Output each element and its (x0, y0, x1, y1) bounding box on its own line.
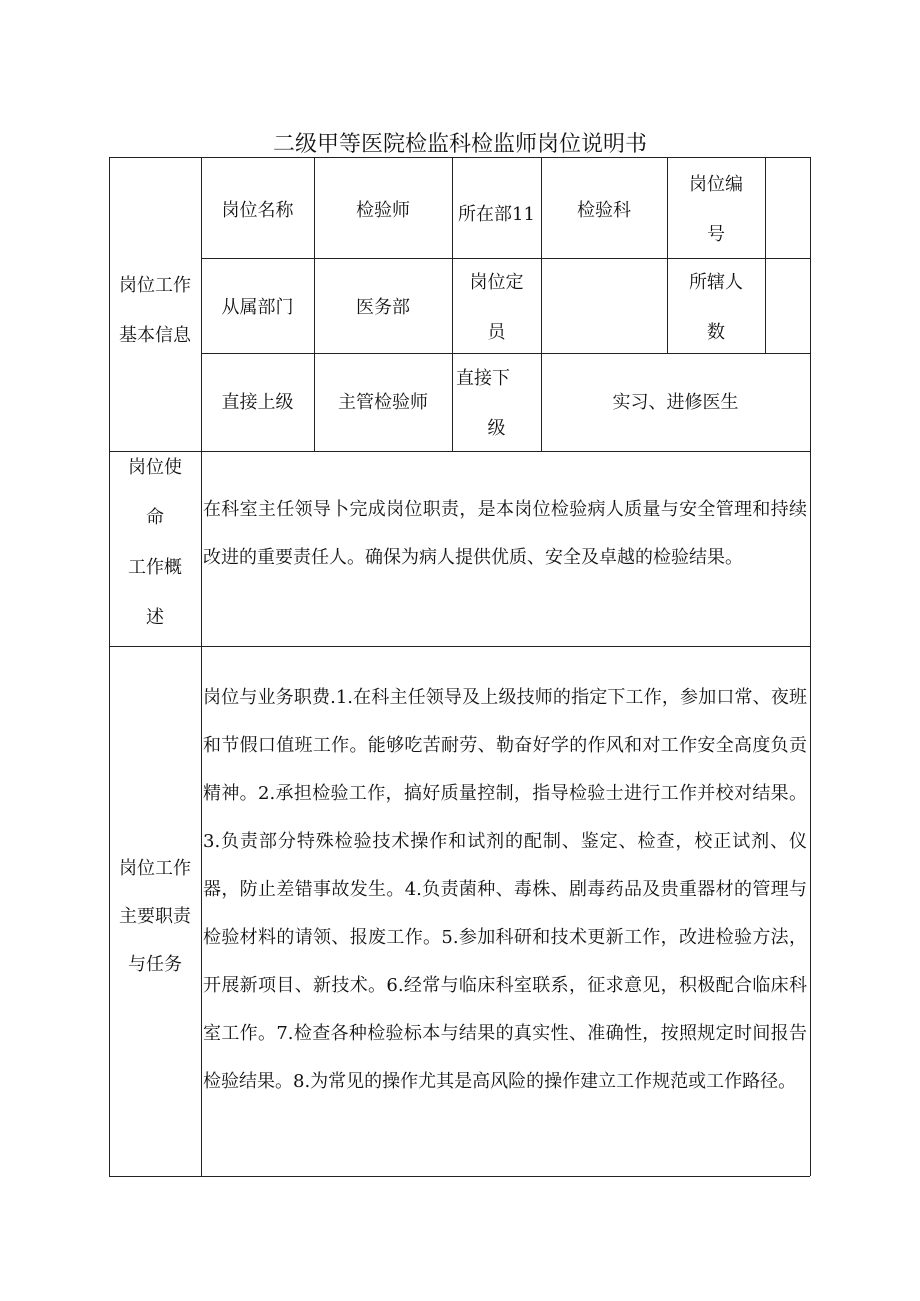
subordinate-label-line-2: 级 (487, 418, 506, 439)
superior-label: 直接上级 (221, 392, 294, 413)
table-border-right (810, 157, 811, 1176)
mission-label-line-3: 工作概 (128, 557, 182, 578)
table-border-bottom (109, 1176, 810, 1177)
row-divider (109, 646, 810, 647)
quota-label-line-1: 岗位定 (469, 272, 524, 293)
table-border-top (109, 157, 810, 158)
dept-label: 所在部11 (458, 204, 535, 225)
affiliated-dept-value: 医务部 (356, 297, 410, 318)
mission-label-line-4: 述 (146, 607, 164, 628)
duties-label-line-2: 主要职责 (119, 906, 191, 927)
affiliated-dept-label: 从属部门 (221, 297, 294, 318)
post-name-value: 检验师 (356, 200, 410, 221)
staff-count-label (667, 258, 765, 358)
duties-text: 岗位与业务职费.1.在科主任领导及上级技师的指定下工作，参加口常、夜班和节假口值班工作。能够吃苦耐劳、勒奋好学的作风和对工作安全高度负贡精神。2.承担检验工作，搞好质量控制，指导检验士进行工作并校对结果。3.负责部分特殊检验技术操作和试剂的配制、鉴定、检查，校正试剂、仪器，防止差错事故发生。4.负责菌种、毒株、剧毒药品及贵重器材的管理与检验材料的请领、报废工作。5.参加科研和技术更新工作，改进检验方法，开展新项目、新技术。6.经常与临床科室联系，征求意见，积极配合临床科室工作。7.检查各种检验标本与结果的真实性、准确性，按照规定时间报告检验结果。8.为常见的操作尤其是高风险的操作建立工作规范或工作路径。 (203, 687, 807, 1092)
mission-label-line-1: 岗位使 (128, 457, 182, 478)
mission-label-line-2: 命 (146, 507, 164, 528)
mission-text: 在科室主任领导卜完成岗位职责，是本岗位检验病人质量与安全管理和持续改进的重要责任人。确保为病人提供优质、安全及卓越的检验结果。 (203, 499, 807, 568)
post-no-label-line-1: 岗位编 (689, 174, 743, 195)
column-divider (765, 157, 766, 353)
duties-label (109, 845, 201, 989)
basic-info-label-line-1: 岗位工作 (119, 275, 191, 296)
duties-label-line-1: 岗位工作 (119, 858, 191, 879)
subordinate-value: 实习、进修医生 (612, 392, 739, 413)
post-no-label-line-2: 号 (707, 224, 725, 245)
superior-value: 主管检验师 (338, 392, 428, 413)
basic-info-label-line-2: 基本信息 (119, 325, 191, 346)
quota-label (452, 258, 541, 358)
post-no-label (667, 160, 765, 260)
staff-count-label-line-2: 数 (707, 322, 725, 343)
subordinate-label (452, 354, 541, 454)
dept-value: 检验科 (577, 200, 631, 221)
page-title: 二级甲等医院检监科检监师岗位说明书 (272, 132, 647, 157)
subordinate-label-line-1: 直接下 (456, 368, 510, 389)
post-name-label: 岗位名称 (221, 200, 294, 221)
duties-label-line-3: 与任务 (128, 954, 182, 975)
basic-info-label (109, 261, 201, 361)
mission-label (109, 443, 201, 643)
staff-count-label-line-1: 所辖人 (689, 272, 743, 293)
quota-label-line-2: 员 (487, 322, 506, 343)
